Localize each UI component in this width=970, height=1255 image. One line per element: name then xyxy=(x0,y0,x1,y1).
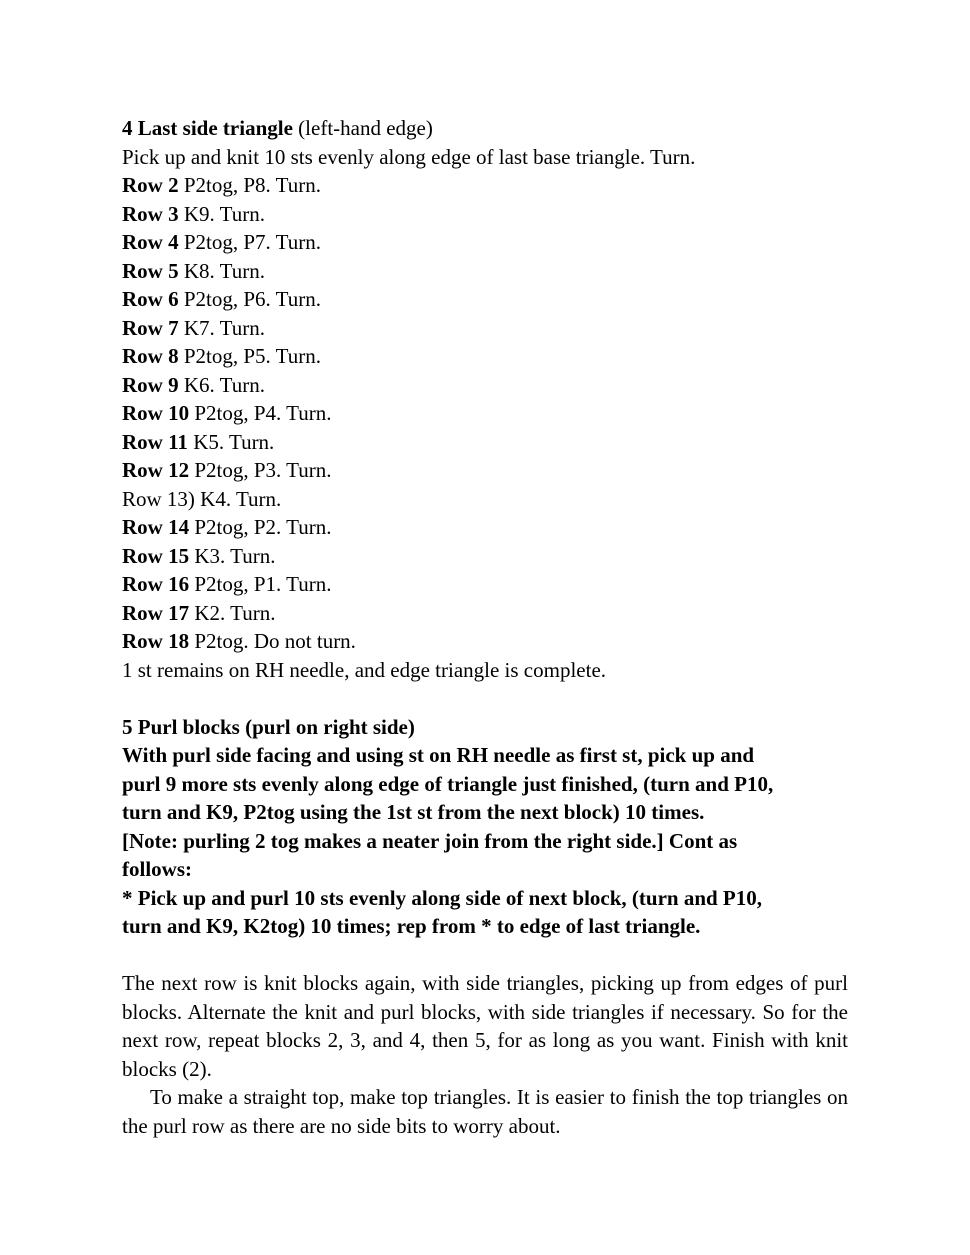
row-label: Row 5 xyxy=(122,258,179,283)
section-5-line: turn and K9, K2tog) 10 times; rep from * to edge of last triangle. xyxy=(122,914,701,938)
row-instruction xyxy=(122,285,848,314)
row-instruction xyxy=(122,456,848,485)
section-5-heading: 5 Purl blocks (purl on right side) xyxy=(122,714,415,739)
row-instruction xyxy=(122,599,848,628)
section-5-line: turn and K9, P2tog using the 1st st from the next block) 10 times. xyxy=(122,800,705,824)
row-instruction xyxy=(122,399,848,428)
section-5-line: With purl side facing and using st on RH needle as first st, pick up and xyxy=(122,743,755,767)
row-label: Row 3 xyxy=(122,201,179,226)
row-instruction xyxy=(122,428,848,457)
row-text: P2tog, P1. Turn. xyxy=(189,572,332,596)
row-label: Row 4 xyxy=(122,230,179,254)
row-text: K6. Turn. xyxy=(178,372,265,397)
section-5-line: * Pick up and purl 10 sts evenly along side of next block, (turn and P10, xyxy=(122,885,763,910)
row-instruction xyxy=(122,542,848,571)
row-label: Row 2 xyxy=(122,173,179,197)
row-text: K3. Turn. xyxy=(189,543,276,568)
row-instruction xyxy=(122,371,848,400)
spacer xyxy=(122,941,848,970)
row-text: P2tog. Do not turn. xyxy=(189,629,356,653)
row-instruction xyxy=(122,513,848,542)
row-text: K8. Turn. xyxy=(178,258,265,283)
row-instruction xyxy=(122,228,848,257)
closing-paragraph-2: To make a straight top, make top triangles. It is easier to finish the top triangles on the purl row as there are no side bits to worry about. xyxy=(122,1085,848,1138)
row-instruction xyxy=(122,627,848,656)
row-instruction xyxy=(122,342,848,371)
row-text: P2tog, P4. Turn. xyxy=(189,401,332,425)
section-5-line: purl 9 more sts evenly along edge of triangle just finished, (turn and P10, xyxy=(122,771,774,796)
row-label: Row 10 xyxy=(122,401,190,425)
row-text: K5. Turn. xyxy=(187,429,275,454)
row-label: Row 17 xyxy=(122,600,190,625)
row-text: P2tog, P8. Turn. xyxy=(178,173,321,197)
row-label: Row 12 xyxy=(122,458,190,482)
row-text: K7. Turn. xyxy=(178,315,265,340)
row-text: K9. Turn. xyxy=(178,201,265,226)
row-label: Row 16 xyxy=(122,572,190,596)
row-text: P2tog, P2. Turn. xyxy=(189,515,332,539)
row-instruction xyxy=(122,485,848,514)
section-4-intro: Pick up and knit 10 sts evenly along edge of last base triangle. Turn. xyxy=(122,144,696,169)
row-instruction xyxy=(122,257,848,286)
row-text: Row 13) K4. Turn. xyxy=(122,486,282,511)
row-label: Row 8 xyxy=(122,344,179,368)
spacer xyxy=(122,684,848,713)
row-label: Row 14 xyxy=(122,515,190,539)
row-text: P2tog, P6. Turn. xyxy=(178,287,321,311)
row-instruction xyxy=(122,314,848,343)
section-5-body xyxy=(122,741,848,941)
row-instruction xyxy=(122,171,848,200)
section-4-closing: 1 st remains on RH needle, and edge triangle is complete. xyxy=(122,657,607,682)
row-instructions xyxy=(122,171,848,656)
row-instruction xyxy=(122,570,848,599)
document-page xyxy=(122,114,848,1140)
closing-paragraph-1: The next row is knit blocks again, with side triangles, picking up from edges of purl blocks. Alternate the knit and purl blocks, with side triangles if necessary. So for the next row, repeat blocks 2, 3, and 4, then 5, for as long as you want. Finish with knit blocks (2). xyxy=(122,971,848,1081)
row-label: Row 7 xyxy=(122,315,179,340)
row-label: Row 11 xyxy=(122,429,188,454)
row-label: Row 15 xyxy=(122,543,190,568)
section-4-heading xyxy=(122,114,848,143)
row-text: P2tog, P3. Turn. xyxy=(189,458,332,482)
row-label: Row 6 xyxy=(122,287,179,311)
row-text: P2tog, P5. Turn. xyxy=(178,344,321,368)
section-5-line: [Note: purling 2 tog makes a neater join from the right side.] Cont as xyxy=(122,828,738,853)
section-4-title: 4 Last side triangle xyxy=(122,116,293,140)
row-text: P2tog, P7. Turn. xyxy=(178,230,321,254)
row-instruction xyxy=(122,200,848,229)
row-text: K2. Turn. xyxy=(189,600,276,625)
row-label: Row 18 xyxy=(122,629,190,653)
section-5-line: follows: xyxy=(122,857,192,881)
section-4-subtitle: (left-hand edge) xyxy=(292,116,433,140)
row-label: Row 9 xyxy=(122,372,179,397)
